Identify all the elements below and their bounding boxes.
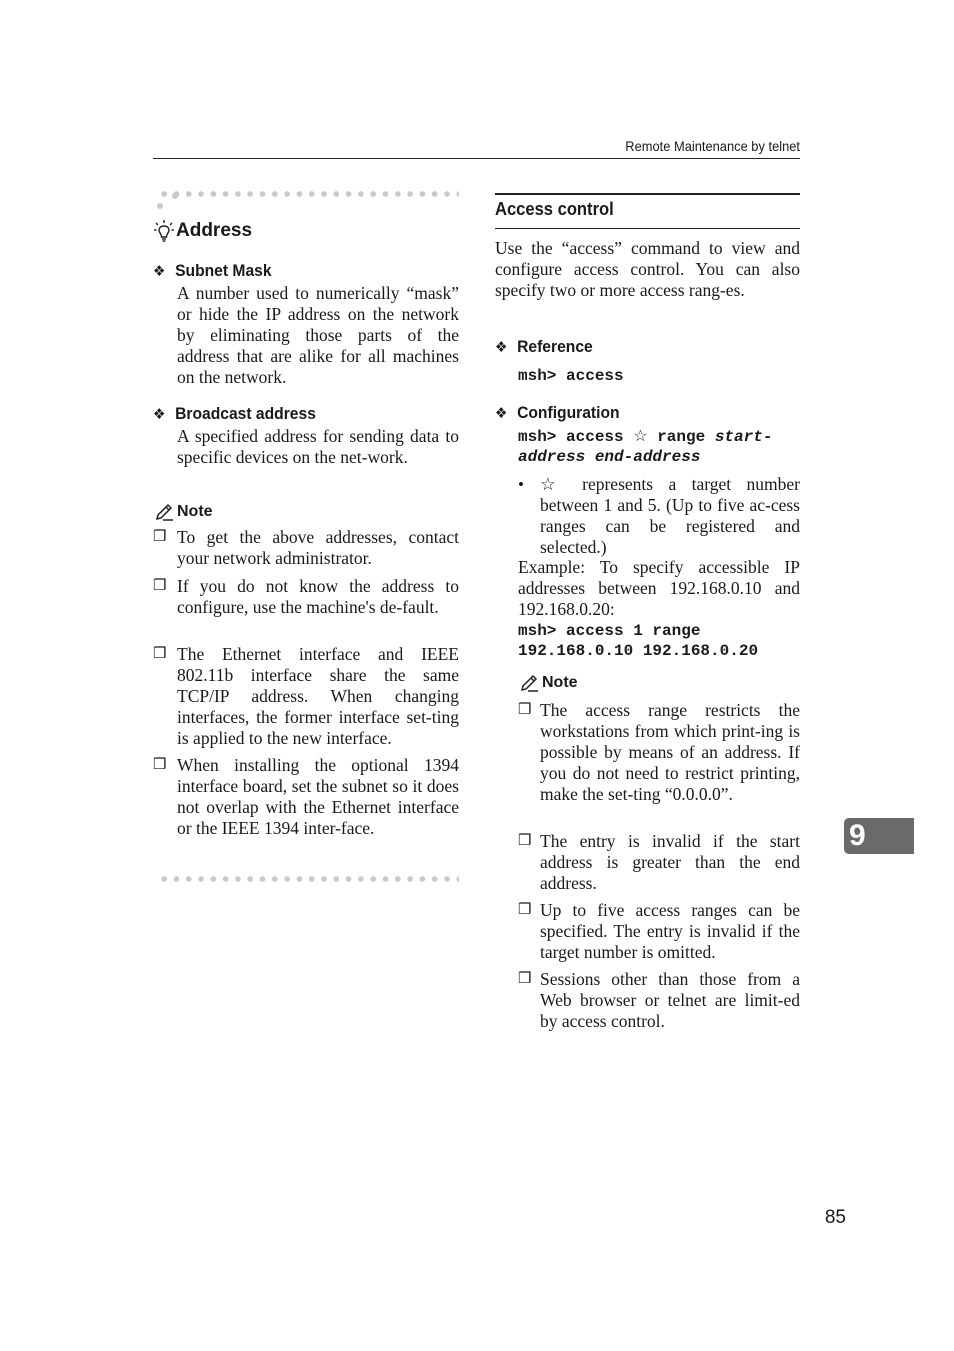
diamond-icon: ❖: [495, 405, 508, 422]
note-item: [518, 700, 800, 805]
bullet-icon: •: [518, 475, 524, 494]
running-header: Remote Maintenance by telnet: [625, 138, 800, 154]
configuration-command: [518, 427, 772, 467]
dotted-border-corner: [157, 203, 163, 209]
note-item: [153, 576, 459, 618]
diamond-icon: ❖: [495, 339, 508, 356]
reference-heading: [495, 337, 593, 357]
lightbulb-icon: [153, 219, 175, 243]
configuration-heading-text: Configuration: [517, 403, 620, 422]
note-item-text: The Ethernet interface and IEEE 802.11b interface share the same TCP/IP address. When changing interfaces, the former interface set-ting is applied to the new interface.: [177, 644, 459, 748]
note-item: [518, 969, 800, 1032]
command-prefix: msh> access: [518, 428, 624, 446]
note-item-text: When installing the optional 1394 interface board, set the subnet so it does not overlap with the Ethernet interface or the IEEE 1394 inter-face.: [177, 755, 459, 838]
broadcast-address-heading-text: Broadcast address: [175, 404, 316, 423]
subnet-mask-heading: [153, 261, 272, 281]
subnet-mask-heading-text: Subnet Mask: [175, 261, 272, 280]
checkbox-icon: ❒: [518, 833, 532, 849]
note-item-text: To get the above addresses, contact your network administrator.: [177, 527, 459, 568]
configuration-heading: [495, 403, 620, 423]
star-icon: ☆: [540, 474, 567, 494]
command-range: range: [657, 428, 706, 446]
checkbox-icon: ❒: [518, 702, 532, 718]
note-item: [153, 644, 459, 749]
note-heading: [518, 674, 578, 692]
section-rule-bottom: [495, 228, 800, 229]
note-heading-text: Note: [542, 674, 578, 691]
note-item: [153, 755, 459, 839]
note-item-text: The access range restricts the workstations from which print-ing is possible by means of an address. If you do not need to restrict printing, make the set-ting “0.0.0.0”.: [540, 700, 800, 804]
page-number: 85: [824, 1207, 846, 1228]
param-end: address end-address: [518, 448, 701, 466]
header-rule: [153, 158, 800, 159]
checkbox-icon: ❒: [153, 757, 167, 773]
note-item-text: The entry is invalid if the start address is greater than the end address.: [540, 831, 800, 893]
dotted-border-corner: [172, 193, 178, 199]
example-command: [518, 621, 758, 661]
note-item: [518, 831, 800, 894]
pencil-icon: [518, 674, 540, 692]
dotted-border-top: [158, 189, 459, 199]
diamond-icon: ❖: [153, 406, 166, 423]
access-control-title: Access control: [495, 199, 614, 219]
note-heading-text: Note: [177, 503, 213, 520]
subnet-mask-text: A number used to numerically “mask” or hide the IP address on the network by eliminating those parts of the address that are alike for all machines on the network.: [177, 283, 459, 387]
section-rule-top: [495, 193, 800, 195]
example-command-line: 192.168.0.10 192.168.0.20: [518, 642, 759, 660]
access-control-intro: Use the “access” command to view and configure access control. You can also specify two or more access rang-es.: [495, 238, 800, 300]
pencil-icon: [153, 503, 175, 521]
reference-command: msh> access: [518, 367, 624, 385]
checkbox-icon: ❒: [153, 578, 167, 594]
checkbox-icon: ❒: [518, 971, 532, 987]
star-icon: ☆: [633, 428, 648, 445]
diamond-icon: ❖: [153, 263, 166, 280]
note-item-text: Up to five access ranges can be specified. The entry is invalid if the target number is omitted.: [540, 900, 800, 962]
example-command-line: msh> access 1 range: [518, 622, 701, 640]
address-title-text: Address: [176, 220, 253, 241]
broadcast-address-heading: [153, 404, 316, 424]
checkbox-icon: ❒: [153, 529, 167, 545]
note-item: [518, 900, 800, 963]
example-text: Example: To specify accessible IP addresses between 192.168.0.10 and 192.168.0.20:: [518, 557, 800, 619]
dotted-border-bottom: [158, 874, 459, 884]
param-start: start-: [714, 428, 773, 446]
chapter-number: 9: [849, 819, 866, 852]
bullet-item: [518, 474, 800, 558]
bullet-text: [540, 474, 800, 558]
checkbox-icon: ❒: [153, 646, 167, 662]
bullet-text-body: represents a target number between 1 and 5. (Up to five ac-cess ranges can be registered and selected.): [540, 474, 801, 557]
reference-heading-text: Reference: [517, 337, 593, 356]
chapter-tab: [844, 818, 914, 854]
note-heading: [153, 503, 213, 521]
note-item: [153, 527, 459, 569]
broadcast-address-text: A specified address for sending data to specific devices on the net-work.: [177, 426, 459, 467]
checkbox-icon: ❒: [518, 902, 532, 918]
note-item-text: Sessions other than those from a Web browser or telnet are limit-ed by access control.: [540, 969, 800, 1031]
note-item-text: If you do not know the address to configure, use the machine's de-fault.: [177, 576, 459, 617]
address-title: [153, 219, 252, 243]
